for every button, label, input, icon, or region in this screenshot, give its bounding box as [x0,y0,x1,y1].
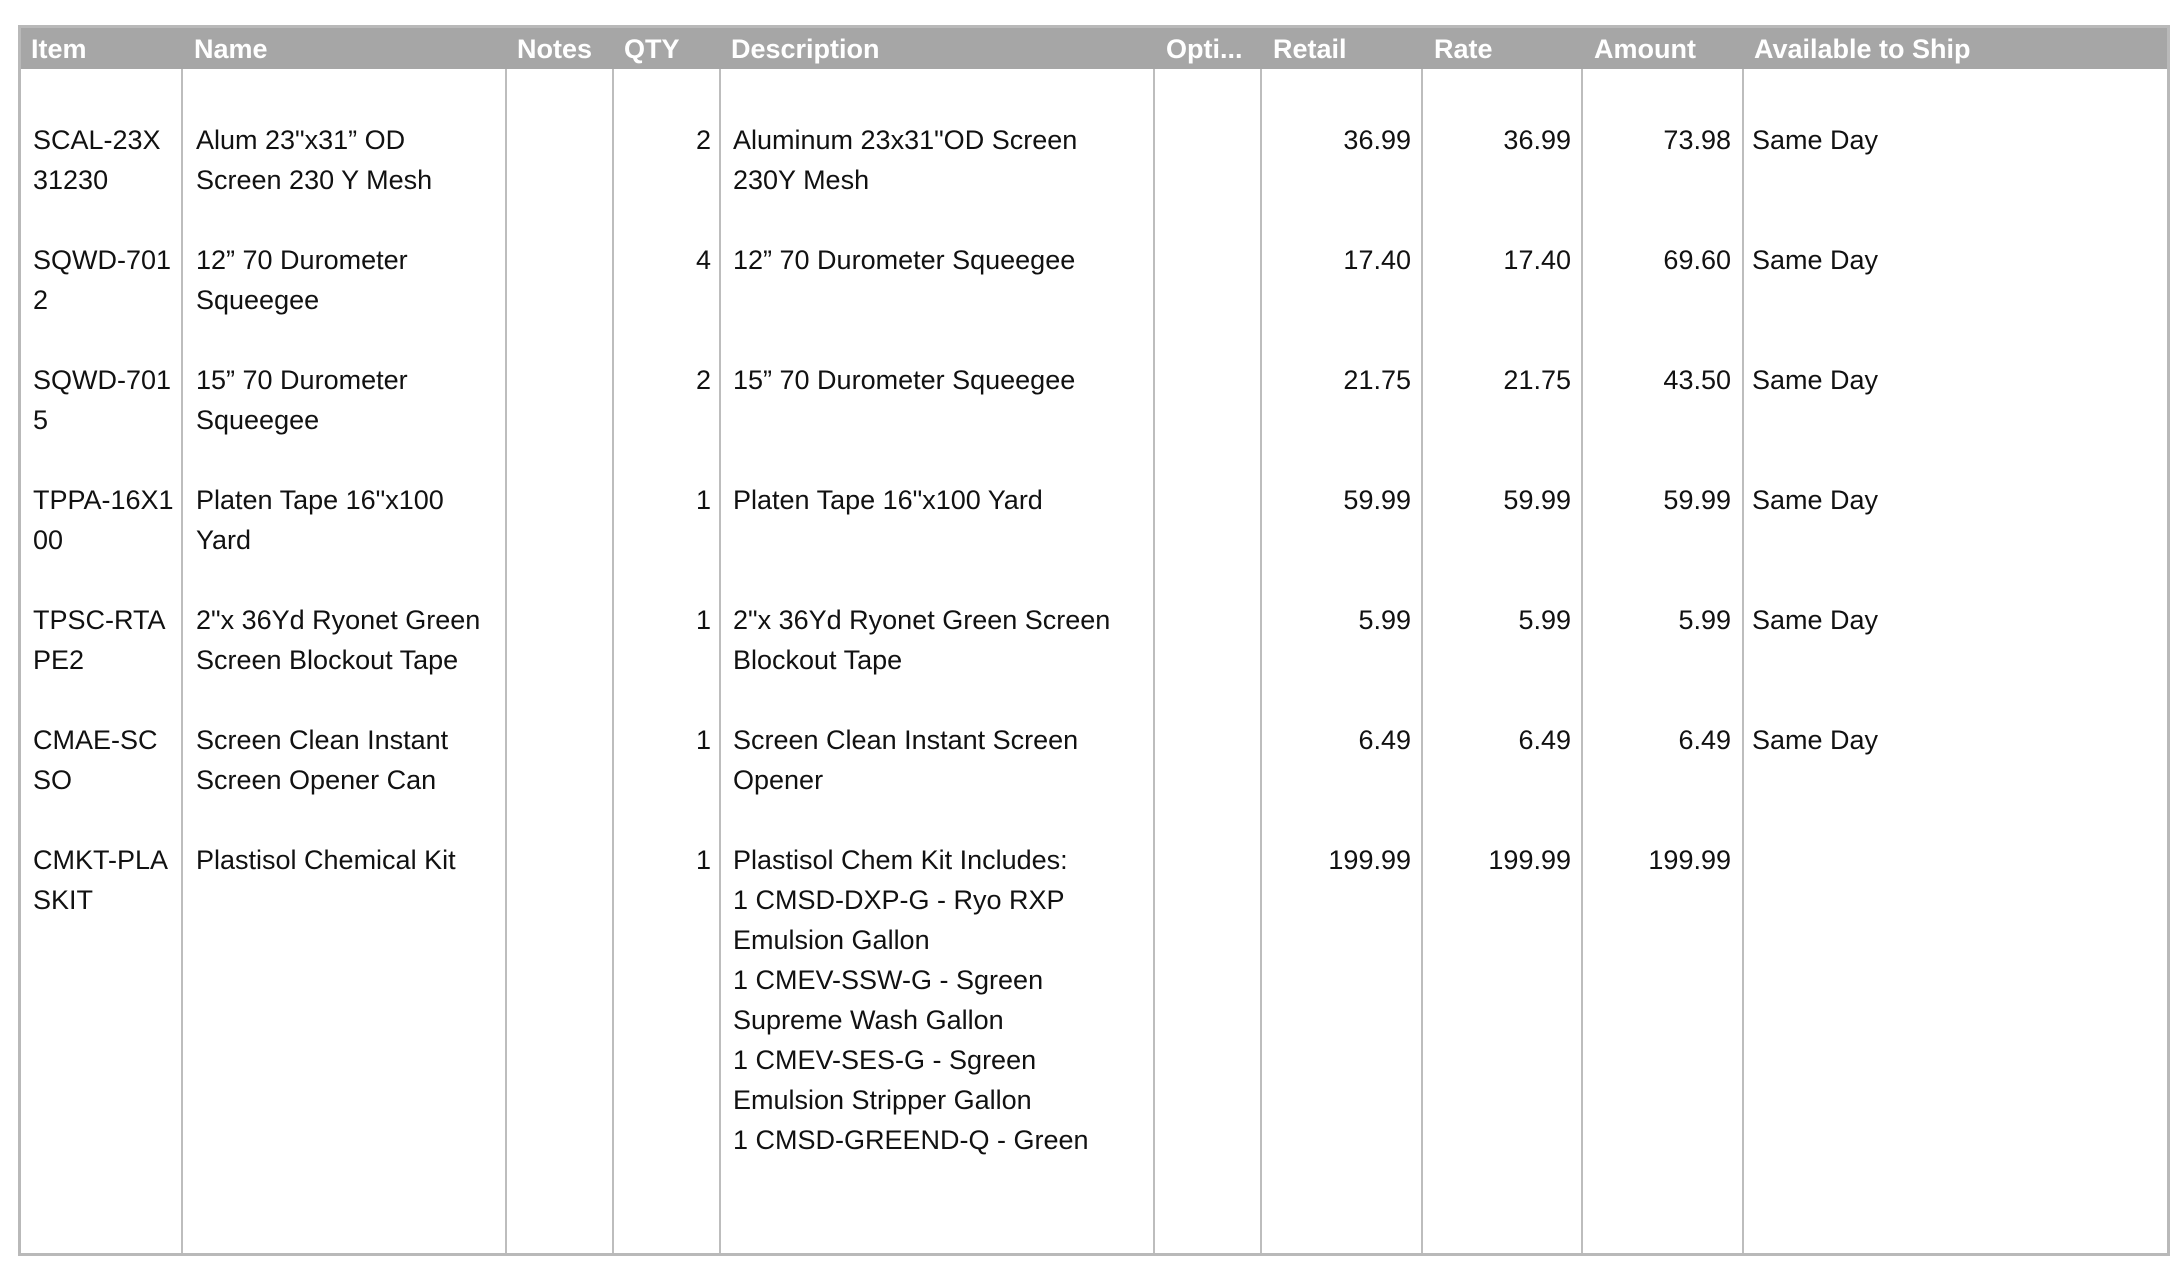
item-sku-cell: SCAL-23X [33,125,161,155]
item-name-cell: Screen Clean Instant [196,725,449,755]
amount-cell: 73.98 [1663,125,1731,155]
table-header [21,28,2167,69]
description-cell: Platen Tape 16"x100 Yard [733,485,1043,515]
item-name-cell: Alum 23"x31” OD [196,125,406,155]
description-cell: 15” 70 Durometer Squeegee [733,365,1076,395]
rate-cell: 36.99 [1503,125,1571,155]
column-header-available-to-ship[interactable]: Available to Ship [1754,34,1971,64]
quantity-cell: 4 [695,245,711,275]
item-name-cell: 2"x 36Yd Ryonet Green [196,605,481,635]
column-divider [1260,69,1262,1253]
item-name-cell: 12” 70 Durometer [196,245,408,275]
item-sku-cell: 2 [33,285,49,315]
description-cell: 1 CMSD-GREEND-Q - Green [733,1125,1089,1155]
item-sku-cell: SQWD-701 [33,365,172,395]
column-divider [1581,69,1583,1253]
column-header-name[interactable]: Name [194,34,268,64]
retail-price-cell: 36.99 [1343,125,1411,155]
description-cell: Screen Clean Instant Screen [733,725,1079,755]
order-items-table [18,25,2170,1256]
availability-cell: Same Day [1752,125,1879,155]
item-sku-cell: SKIT [33,885,94,915]
item-sku-cell: PE2 [33,645,85,675]
description-cell: 1 CMEV-SSW-G - Sgreen [733,965,1044,995]
column-header-description[interactable]: Description [731,34,880,64]
column-header-retail[interactable]: Retail [1273,34,1347,64]
retail-price-cell: 5.99 [1358,605,1411,635]
item-sku-cell: SQWD-701 [33,245,172,275]
item-name-cell: Screen Opener Can [196,765,437,795]
availability-cell: Same Day [1752,365,1879,395]
amount-cell: 6.49 [1678,725,1731,755]
item-sku-cell: 31230 [33,165,109,195]
item-sku-cell: 00 [33,525,64,555]
retail-price-cell: 21.75 [1343,365,1411,395]
column-header-rate[interactable]: Rate [1434,34,1493,64]
description-cell: Aluminum 23x31"OD Screen [733,125,1078,155]
amount-cell: 69.60 [1663,245,1731,275]
column-divider [612,69,614,1253]
retail-price-cell: 199.99 [1328,845,1411,875]
availability-cell: Same Day [1752,245,1879,275]
item-sku-cell: TPSC-RTA [33,605,166,635]
column-header-options[interactable]: Opti... [1166,34,1243,64]
quantity-cell: 1 [695,605,711,635]
item-sku-cell: CMKT-PLA [33,845,169,875]
rate-cell: 6.49 [1518,725,1571,755]
quantity-cell: 2 [695,125,711,155]
item-name-cell: Platen Tape 16"x100 [196,485,444,515]
quantity-cell: 1 [695,485,711,515]
rate-cell: 17.40 [1503,245,1571,275]
description-cell: Blockout Tape [733,645,903,675]
retail-price-cell: 17.40 [1343,245,1411,275]
description-cell: Supreme Wash Gallon [733,1005,1004,1035]
amount-cell: 59.99 [1663,485,1731,515]
rate-cell: 199.99 [1488,845,1571,875]
rate-cell: 5.99 [1518,605,1571,635]
quantity-cell: 2 [695,365,711,395]
item-name-cell: Plastisol Chemical Kit [196,845,456,875]
item-sku-cell: TPPA-16X1 [33,485,174,515]
quantity-cell: 1 [695,725,711,755]
description-cell: 1 CMEV-SES-G - Sgreen [733,1045,1037,1075]
amount-cell: 199.99 [1648,845,1731,875]
column-header-notes[interactable]: Notes [517,34,593,64]
column-header-amount[interactable]: Amount [1594,34,1696,64]
amount-cell: 43.50 [1663,365,1731,395]
item-name-cell: Squeegee [196,405,320,435]
column-divider [181,69,183,1253]
item-sku-cell: SO [33,765,73,795]
amount-cell: 5.99 [1678,605,1731,635]
availability-cell: Same Day [1752,485,1879,515]
quantity-cell: 1 [695,845,711,875]
availability-cell: Same Day [1752,725,1879,755]
item-sku-cell: CMAE-SC [33,725,158,755]
column-header-item[interactable]: Item [31,34,87,64]
description-cell: Plastisol Chem Kit Includes: [733,845,1068,875]
rate-cell: 59.99 [1503,485,1571,515]
retail-price-cell: 59.99 [1343,485,1411,515]
item-name-cell: Yard [196,525,252,555]
item-sku-cell: 5 [33,405,49,435]
description-cell: 2"x 36Yd Ryonet Green Screen [733,605,1111,635]
column-divider [1153,69,1155,1253]
description-cell: 12” 70 Durometer Squeegee [733,245,1076,275]
description-cell: 1 CMSD-DXP-G - Ryo RXP [733,885,1065,915]
item-name-cell: Screen Blockout Tape [196,645,459,675]
column-divider [1421,69,1423,1253]
description-cell: Opener [733,765,824,795]
column-header-qty[interactable]: QTY [624,34,680,64]
retail-price-cell: 6.49 [1358,725,1411,755]
description-cell: Emulsion Stripper Gallon [733,1085,1032,1115]
rate-cell: 21.75 [1503,365,1571,395]
description-cell: Emulsion Gallon [733,925,930,955]
column-divider [1742,69,1744,1253]
item-name-cell: 15” 70 Durometer [196,365,408,395]
item-name-cell: Screen 230 Y Mesh [196,165,433,195]
availability-cell: Same Day [1752,605,1879,635]
column-divider [505,69,507,1253]
column-divider [719,69,721,1253]
description-cell: 230Y Mesh [733,165,870,195]
item-name-cell: Squeegee [196,285,320,315]
